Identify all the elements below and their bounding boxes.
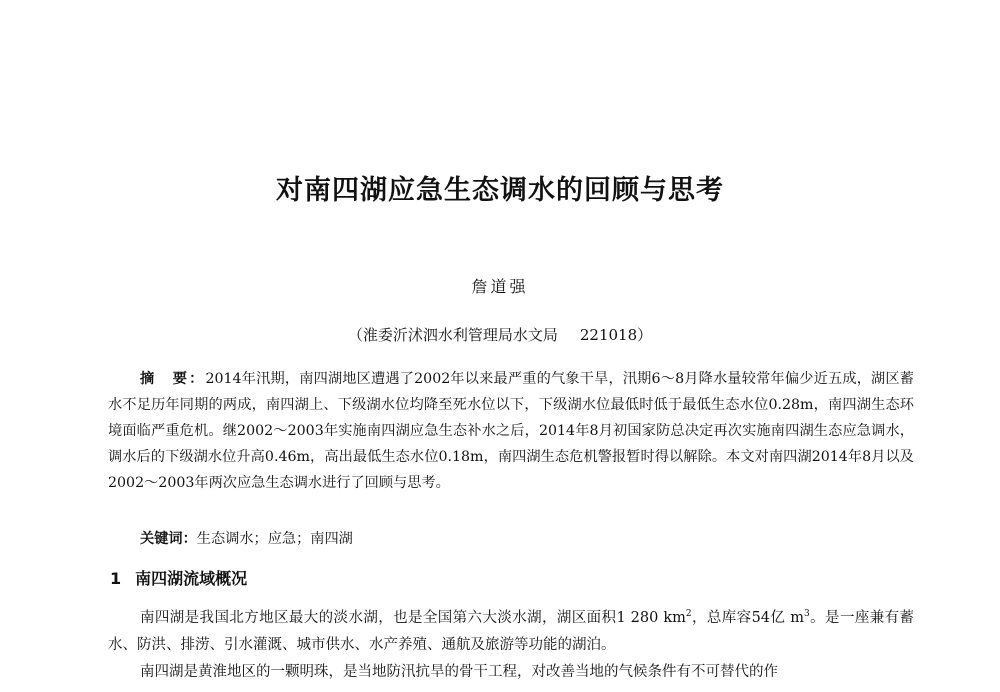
section-heading bbox=[110, 566, 247, 589]
paragraph1-part-b: ，总库容54亿 m bbox=[691, 610, 805, 626]
area-unit-superscript: 2 bbox=[685, 609, 692, 620]
keywords bbox=[140, 528, 353, 548]
body-paragraph-1 bbox=[108, 605, 914, 659]
author-name: 詹道强 bbox=[471, 277, 529, 296]
affiliation-postcode: 221018） bbox=[579, 326, 653, 344]
section-number: 1 bbox=[110, 569, 122, 588]
author-affiliation bbox=[0, 324, 1000, 345]
section-title: 南四湖流域概况 bbox=[135, 569, 248, 588]
paper-title: 对南四湖应急生态调水的回顾与思考 bbox=[276, 175, 724, 206]
body-paragraph-2: 南四湖是黄淮地区的一颗明珠，是当地防汛抗旱的骨干工程，对改善当地的气候条件有不可替代的作 bbox=[140, 664, 778, 680]
volume-unit-superscript: 3 bbox=[804, 609, 810, 620]
abstract-text: 2014年汛期，南四湖地区遭遇了2002年以来最严重的气象干旱，汛期6～8月降水量较常年偏少近五成，湖区蓄水不足历年同期的两成，南四湖上、下级湖水位均降至死水位以下，下级湖水位最低时低于最低生态水位0.28m，南四湖生态环境面临严重危机。继2002～2003年实施南四湖应急生态补水之后，2014年8月初国家防总决定再次实施南四湖生态应急调水，调水后的下级湖水位升高0.46m，高出最低生态水位0.18m，南四湖生态危机警报暂时得以解除。本文对南四湖2014年8月以及2002～2003年两次应急生态调水进行了回顾与思考。 bbox=[108, 371, 914, 491]
keywords-text: 生态调水；应急；南四湖 bbox=[196, 531, 353, 547]
paragraph1-part-c: 。是一座兼有蓄水、防洪、排涝、引水灌溉、城市供水、水产养殖、通航及旅游等功能的湖泊。 bbox=[108, 610, 915, 653]
affiliation-org: （淮委沂沭泗水利管理局水文局 bbox=[347, 326, 558, 344]
abstract bbox=[108, 366, 914, 496]
paragraph1-part-a: 南四湖是我国北方地区最大的淡水湖，也是全国第六大淡水湖，湖区面积1 280 km bbox=[140, 610, 686, 626]
abstract-label: 摘 要： bbox=[140, 371, 206, 387]
keywords-label: 关键词： bbox=[140, 531, 197, 547]
